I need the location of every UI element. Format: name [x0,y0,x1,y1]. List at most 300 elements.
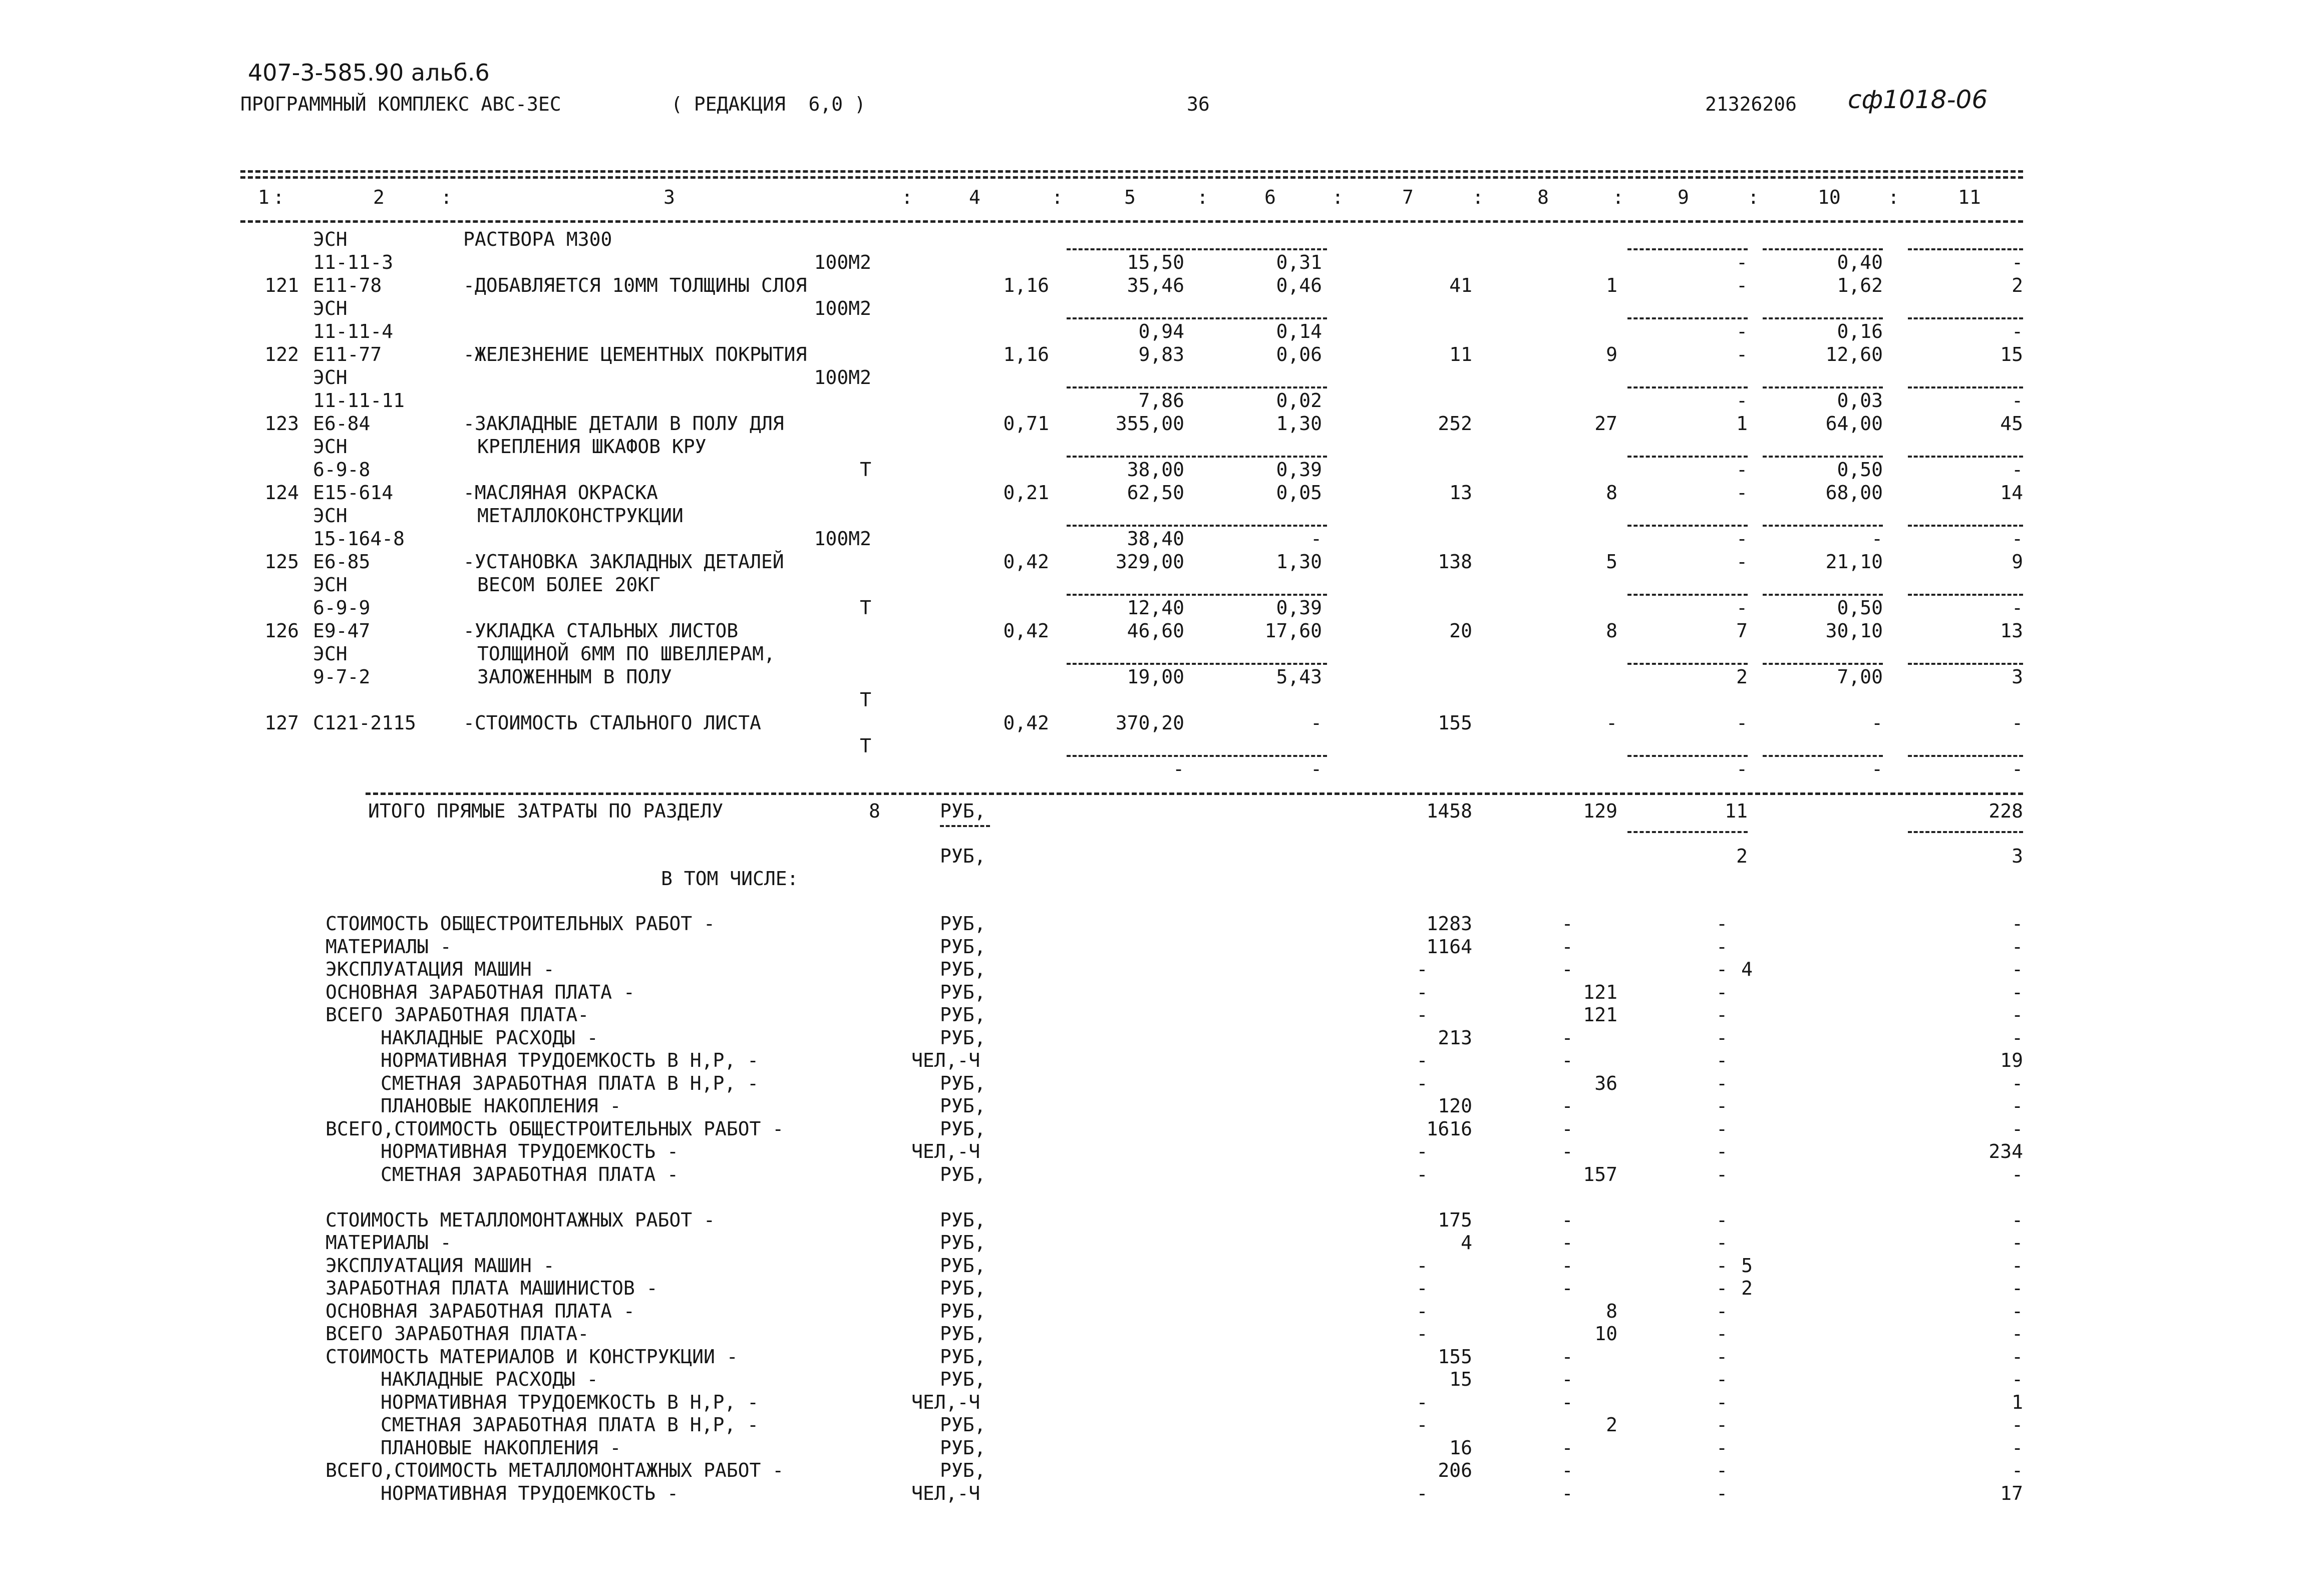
summary-label: СТОИМОСТЬ ОБЩЕСТРОИТЕЛЬНЫХ РАБОТ - [325,913,715,935]
row-code: Е11-77 [313,343,382,365]
summary-unit: РУБ, [940,1255,986,1277]
row-c11: - [2012,459,2023,481]
summary-col8: 157 [1583,1163,1617,1185]
summary-col9: - [1716,1072,1728,1094]
row-c8: 27 [1594,413,1617,435]
summary-col7: 1164 [1426,936,1472,958]
summary-col8: 121 [1583,981,1617,1003]
summary-col8: - [1561,1391,1573,1413]
summary-col7: - [1416,1414,1428,1436]
price-rule [1908,525,2023,527]
summary-col9: - [1716,958,1728,980]
summary-col9: - [1716,1414,1728,1436]
summary-col11: - [2012,1459,2023,1481]
summary-unit: ЧЕЛ,-Ч [911,1482,980,1504]
row-code: ЭСН [313,297,348,319]
summary-col11: - [2012,1300,2023,1322]
summary-col9: - [1716,1391,1728,1413]
row-text: 100М2 [814,528,871,550]
row-c10: - [1871,712,1883,734]
summary-unit: ЧЕЛ,-Ч [911,1049,980,1071]
row-c7: 252 [1438,413,1472,435]
row-text: ТОЛЩИНОЙ 6ММ ПО ШВЕЛЛЕРАМ, [477,643,775,665]
row-code: 15-164-8 [313,528,405,550]
row-k: 0,21 [1003,482,1049,504]
summary-col11: - [2012,1209,2023,1231]
price-rule [1763,248,1883,250]
price-rule [1908,594,2023,596]
row-p6: 0,39 [1276,459,1322,481]
summary-col9: - [1716,1437,1728,1459]
summary-col7: 120 [1438,1095,1472,1117]
row-c9: - [1736,758,1748,780]
summary-col8: 10 [1594,1323,1617,1345]
including-heading: В ТОМ ЧИСЛЕ: [661,868,799,890]
price-rule [1627,317,1748,319]
row-p6: 17,60 [1264,620,1322,642]
summary-col9: - [1716,1232,1728,1254]
row-c7: 11 [1449,343,1472,365]
row-text: -СТОИМОСТЬ СТАЛЬНОГО ЛИСТА [463,712,761,734]
summary-col11: - [2012,1004,2023,1026]
summary-col11: - [2012,1232,2023,1254]
summary-label: СМЕТНАЯ ЗАРАБОТНАЯ ПЛАТА В Н,Р, - [381,1414,759,1436]
row-p5: 12,40 [1127,597,1184,619]
summary-col9: - [1716,1140,1728,1162]
summary-col7: 4 [1461,1232,1472,1254]
price-rule [1763,663,1883,665]
row-c10: 1,62 [1837,274,1883,296]
price-rule [1763,594,1883,596]
row-code: ЭСН [313,505,348,527]
summary-label: НАКЛАДНЫЕ РАСХОДЫ - [381,1368,598,1390]
header-bottom-rule [240,220,2023,223]
summary-unit: РУБ, [940,1459,986,1481]
row-text: -УКЛАДКА СТАЛЬНЫХ ЛИСТОВ [463,620,739,642]
row-c10: 64,00 [1825,413,1883,435]
summary-col11: - [2012,1027,2023,1049]
column-separator: : [441,186,452,208]
row-code: 11-11-3 [313,251,394,273]
row-no: 122 [264,343,299,365]
summary-unit: РУБ, [940,1277,986,1299]
summary-col11: - [2012,981,2023,1003]
summary-unit: РУБ, [940,1323,986,1345]
row-p5: 329,00 [1115,551,1184,573]
row-c8: 8 [1606,482,1617,504]
row-c10: 0,03 [1837,389,1883,412]
price-rule [1627,525,1748,527]
summary-label: ОСНОВНАЯ ЗАРАБОТНАЯ ПЛАТА - [325,981,635,1003]
summary-col8: 8 [1606,1300,1617,1322]
row-c9: 1 [1736,413,1748,435]
row-p5: 355,00 [1115,413,1184,435]
row-c10: 12,60 [1825,343,1883,365]
summary-col7: - [1416,1072,1428,1094]
column-header-4: 4 [969,186,980,208]
total-col9-rule [1627,831,1748,833]
summary-unit: РУБ, [940,1095,986,1117]
column-separator: : [901,186,913,208]
summary-unit: РУБ, [940,936,986,958]
summary-col9: - [1716,1004,1728,1026]
row-code: 6-9-8 [313,459,371,481]
summary-col11: 17 [2000,1482,2023,1504]
row-no: 125 [264,551,299,573]
column-header-8: 8 [1537,186,1549,208]
row-code: 11-11-11 [313,389,405,412]
summary-label: НАКЛАДНЫЕ РАСХОДЫ - [381,1027,598,1049]
row-p5: 62,50 [1127,482,1184,504]
column-header-9: 9 [1678,186,1689,208]
summary-unit: РУБ, [940,1004,986,1026]
summary-col11: 19 [2000,1049,2023,1071]
row-c10: 68,00 [1825,482,1883,504]
summary-col9: - [1716,1095,1728,1117]
summary-col7: - [1416,981,1428,1003]
row-p5: 38,40 [1127,528,1184,550]
summary-col7: 213 [1438,1027,1472,1049]
summary-unit: РУБ, [940,1368,986,1390]
price-rule [1067,663,1327,665]
column-header-1: 1 [258,186,269,208]
summary-unit: РУБ, [940,1072,986,1094]
row-code: Е15-614 [313,482,394,504]
row-c8: 8 [1606,620,1617,642]
column-separator: : [273,186,284,208]
summary-col7: 16 [1449,1437,1472,1459]
row-c11: 45 [2000,413,2023,435]
summary-label: ВСЕГО,СТОИМОСТЬ МЕТАЛЛОМОНТАЖНЫХ РАБОТ - [325,1459,784,1481]
price-rule [1067,248,1327,250]
summary-col7: - [1416,1482,1428,1504]
row-c9: - [1736,528,1748,550]
summary-col7: 175 [1438,1209,1472,1231]
price-rule [1067,755,1327,757]
summary-label: НОРМАТИВНАЯ ТРУДОЕМКОСТЬ В Н,Р, - [381,1049,759,1071]
edition-label: ( РЕДАКЦИЯ 6,0 ) [671,93,866,115]
summary-col7: - [1416,1255,1428,1277]
row-c11: - [2012,528,2023,550]
column-header-10: 10 [1818,186,1841,208]
row-c8: 5 [1606,551,1617,573]
price-rule [1627,663,1748,665]
row-p5: 7,86 [1138,389,1184,412]
summary-col8: 36 [1594,1072,1617,1094]
row-c11: - [2012,251,2023,273]
summary-col8: - [1561,1346,1573,1368]
row-p6: - [1310,712,1322,734]
summary-unit: РУБ, [940,958,986,980]
price-rule [1067,456,1327,458]
summary-col11: - [2012,1163,2023,1185]
row-text: Т [860,735,871,757]
row-c11: - [2012,320,2023,342]
summary-col9: - [1716,981,1728,1003]
summary-unit: РУБ, [940,981,986,1003]
row-p6: 0,06 [1276,343,1322,365]
summary-col11: 234 [1989,1140,2023,1162]
row-text: 100М2 [814,251,871,273]
column-separator: : [1748,186,1759,208]
summary-col8: - [1561,958,1573,980]
summary-unit: РУБ, [940,1232,986,1254]
summary-col11: - [2012,936,2023,958]
row-c7: 41 [1449,274,1472,296]
summary-unit: ЧЕЛ,-Ч [911,1140,980,1162]
row-p6: - [1310,758,1322,780]
total-section: 8 [869,800,880,822]
page-number: 36 [1187,93,1210,115]
summary-col11: - [2012,1414,2023,1436]
price-rule [1067,386,1327,388]
summary-col8: - [1561,1095,1573,1117]
price-rule [1908,456,2023,458]
column-header-7: 7 [1402,186,1414,208]
row-p5: 46,60 [1127,620,1184,642]
summary-col8: - [1561,913,1573,935]
summary-col9: - [1716,913,1728,935]
row-c8: 1 [1606,274,1617,296]
summary-col9: - [1716,1346,1728,1368]
column-separator: : [1472,186,1484,208]
column-header-2: 2 [373,186,385,208]
summary-unit: ЧЕЛ,-Ч [911,1391,980,1413]
handwritten-note: сф1018-06 [1848,85,1988,114]
row-c9: - [1736,482,1748,504]
total-col11-rule [1908,831,2023,833]
row-c9: - [1736,320,1748,342]
row-p5: 370,20 [1115,712,1184,734]
price-rule [1763,386,1883,388]
row-p6: 0,46 [1276,274,1322,296]
summary-col8: - [1561,1209,1573,1231]
price-rule [1627,248,1748,250]
row-p6: 5,43 [1276,666,1322,688]
summary-col11: - [2012,1095,2023,1117]
summary-label: СТОИМОСТЬ МЕТАЛЛОМОНТАЖНЫХ РАБОТ - [325,1209,715,1231]
summary-unit: РУБ, [940,1414,986,1436]
row-code: Е6-84 [313,413,371,435]
total-unit-1: РУБ, [940,800,986,822]
row-code: ЭСН [313,436,348,458]
row-c9: 7 [1736,620,1748,642]
row-c9: - [1736,274,1748,296]
row-p6: 0,05 [1276,482,1322,504]
row-p6: 0,02 [1276,389,1322,412]
summary-col8: - [1561,1232,1573,1254]
row-code: ЭСН [313,643,348,665]
row-no: 124 [264,482,299,504]
price-rule [1908,248,2023,250]
summary-unit: РУБ, [940,1209,986,1231]
row-c11: - [2012,758,2023,780]
price-rule [1908,755,2023,757]
total-col9: 11 [1725,800,1748,822]
row-k: 0,42 [1003,712,1049,734]
summary-col11: - [2012,913,2023,935]
summary-col8: - [1561,1368,1573,1390]
row-c9: - [1736,251,1748,273]
total-unit-rule [940,825,990,827]
row-p6: 0,31 [1276,251,1322,273]
summary-label: СМЕТНАЯ ЗАРАБОТНАЯ ПЛАТА - [381,1163,679,1185]
row-c7: 138 [1438,551,1472,573]
summary-label: ЗАРАБОТНАЯ ПЛАТА МАШИНИСТОВ - [325,1277,658,1299]
row-text: 100М2 [814,366,871,388]
row-text: -ДОБАВЛЯЕТСЯ 10ММ ТОЛЩИНЫ СЛОЯ [463,274,807,296]
summary-unit: РУБ, [940,1163,986,1185]
row-c9: - [1736,551,1748,573]
column-separator: : [1612,186,1624,208]
summary-col10: 5 [1741,1255,1753,1277]
column-separator: : [1332,186,1344,208]
summary-label: ВСЕГО ЗАРАБОТНАЯ ПЛАТА- [325,1004,589,1026]
row-code: ЭСН [313,366,348,388]
summary-col11: - [2012,1072,2023,1094]
row-p6: 1,30 [1276,551,1322,573]
summary-col7: - [1416,1049,1428,1071]
price-rule [1627,386,1748,388]
row-c11: 13 [2000,620,2023,642]
summary-col9: - [1716,1027,1728,1049]
row-code: Е9-47 [313,620,371,642]
row-c10: 7,00 [1837,666,1883,688]
summary-label: СМЕТНАЯ ЗАРАБОТНАЯ ПЛАТА В Н,Р, - [381,1072,759,1094]
row-c9: - [1736,343,1748,365]
row-p6: 0,14 [1276,320,1322,342]
summary-col11: - [2012,1323,2023,1345]
price-rule [1763,525,1883,527]
summary-col7: 1283 [1426,913,1472,935]
row-text: -МАСЛЯНАЯ ОКРАСКА [463,482,658,504]
total-label: ИТОГО ПРЯМЫЕ ЗАТРАТЫ ПО РАЗДЕЛУ [368,800,724,822]
summary-col8: - [1561,1437,1573,1459]
summary-col11: - [2012,1368,2023,1390]
row-c11: 2 [2012,274,2023,296]
summary-col9: - [1716,1049,1728,1071]
total-col11: 228 [1989,800,2023,822]
summary-col9: - [1716,1323,1728,1345]
row-c11: 9 [2012,551,2023,573]
column-separator: : [1197,186,1208,208]
summary-label: ЭКСПЛУАТАЦИЯ МАШИН - [325,1255,555,1277]
price-rule [1067,525,1327,527]
row-c7: 20 [1449,620,1472,642]
row-c8: 9 [1606,343,1617,365]
summary-col7: - [1416,1277,1428,1299]
summary-col8: - [1561,936,1573,958]
summary-unit: РУБ, [940,1118,986,1140]
row-code: С121-2115 [313,712,416,734]
summary-col11: - [2012,1437,2023,1459]
row-text: КРЕПЛЕНИЯ ШКАФОВ КРУ [477,436,707,458]
row-c9: - [1736,389,1748,412]
row-p5: 19,00 [1127,666,1184,688]
summary-col9: - [1716,1277,1728,1299]
row-c11: - [2012,597,2023,619]
summary-col7: - [1416,1300,1428,1322]
row-text: ЗАЛОЖЕННЫМ В ПОЛУ [477,666,672,688]
row-c10: 0,50 [1837,459,1883,481]
summary-col8: 2 [1606,1414,1617,1436]
row-text: -УСТАНОВКА ЗАКЛАДНЫХ ДЕТАЛЕЙ [463,551,784,573]
row-c9: - [1736,712,1748,734]
row-c10: - [1871,528,1883,550]
row-k: 1,16 [1003,274,1049,296]
row-no: 123 [264,413,299,435]
row-c10: 0,40 [1837,251,1883,273]
summary-col7: - [1416,1323,1428,1345]
summary-col9: - [1716,1163,1728,1185]
row-c11: - [2012,712,2023,734]
column-separator: : [1888,186,1899,208]
summary-col11: - [2012,1255,2023,1277]
row-p6: 0,39 [1276,597,1322,619]
price-rule [1908,317,2023,319]
summary-col9: - [1716,1209,1728,1231]
row-c7: 13 [1449,482,1472,504]
row-text: Т [860,597,871,619]
row-code: ЭСН [313,228,348,250]
row-no: 121 [264,274,299,296]
row-text: Т [860,459,871,481]
total-col11b: 3 [2012,845,2023,867]
row-c11: 15 [2000,343,2023,365]
row-p5: - [1173,758,1184,780]
price-rule [1908,663,2023,665]
summary-col7: 206 [1438,1459,1472,1481]
row-c9: - [1736,597,1748,619]
summary-unit: РУБ, [940,1346,986,1368]
price-rule [1067,317,1327,319]
summary-unit: РУБ, [940,1300,986,1322]
summary-col7: 155 [1438,1346,1472,1368]
summary-label: ПЛАНОВЫЕ НАКОПЛЕНИЯ - [381,1437,621,1459]
total-col9b: 2 [1736,845,1748,867]
row-p6: 1,30 [1276,413,1322,435]
price-rule [1763,456,1883,458]
price-rule [1627,755,1748,757]
row-code: Е6-85 [313,551,371,573]
summary-col8: - [1561,1140,1573,1162]
row-k: 1,16 [1003,343,1049,365]
price-rule [1627,594,1748,596]
summary-unit: РУБ, [940,913,986,935]
row-p5: 15,50 [1127,251,1184,273]
summary-col9: - [1716,1368,1728,1390]
price-rule [1627,456,1748,458]
summary-label: ВСЕГО,СТОИМОСТЬ ОБЩЕСТРОИТЕЛЬНЫХ РАБОТ - [325,1118,784,1140]
summary-col11: - [2012,1346,2023,1368]
row-code: 6-9-9 [313,597,371,619]
row-c11: 14 [2000,482,2023,504]
summary-col11: - [2012,1277,2023,1299]
row-c7: 155 [1438,712,1472,734]
row-no: 126 [264,620,299,642]
row-c11: 3 [2012,666,2023,688]
row-text: -ЗАКЛАДНЫЕ ДЕТАЛИ В ПОЛУ ДЛЯ [463,413,784,435]
summary-label: МАТЕРИАЛЫ - [325,1232,452,1254]
document-code: 21326206 [1705,93,1797,115]
row-code: 11-11-4 [313,320,394,342]
row-k: 0,42 [1003,620,1049,642]
total-col7: 1458 [1426,800,1472,822]
row-code: Е11-78 [313,274,382,296]
summary-label: МАТЕРИАЛЫ - [325,936,452,958]
price-rule [1763,317,1883,319]
column-header-6: 6 [1264,186,1276,208]
